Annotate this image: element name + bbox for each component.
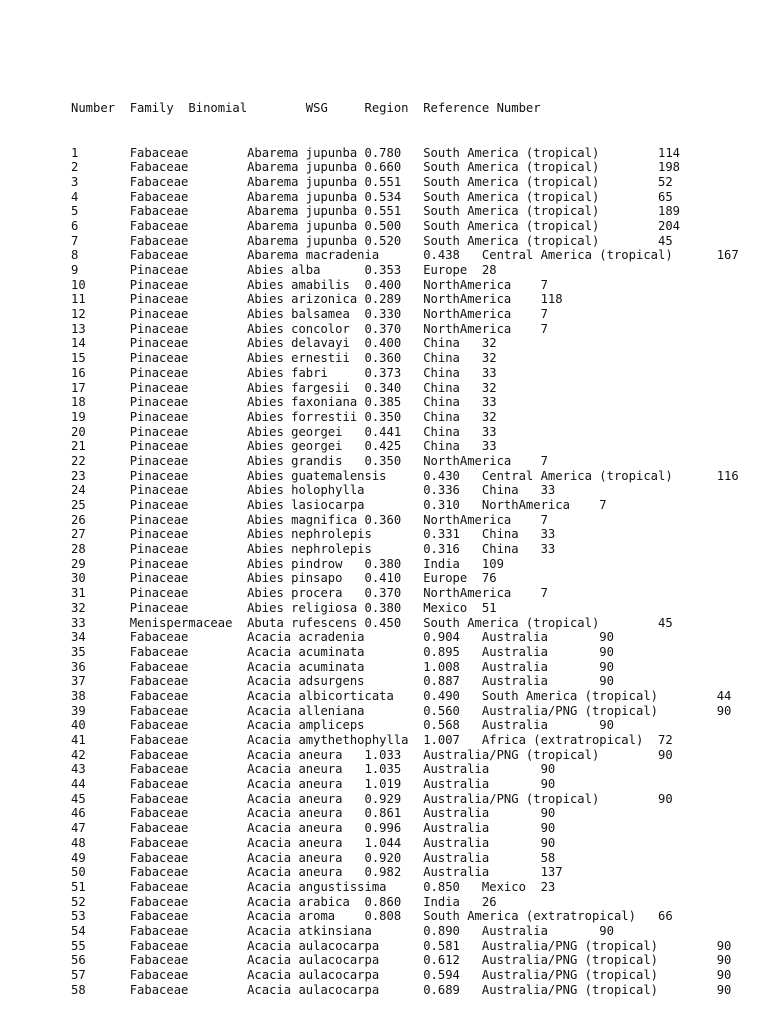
data-row: 24 Pinaceae Abies holophylla 0.336 China 33: [71, 483, 556, 498]
data-row: 11 Pinaceae Abies arizonica 0.289 NorthAmerica 118: [71, 292, 563, 307]
data-row: 38 Fabaceae Acacia albicorticata 0.490 South America (tropical) 44: [71, 688, 732, 703]
data-row: 10 Pinaceae Abies amabilis 0.400 NorthAmerica 7: [71, 277, 548, 292]
data-row: 55 Fabaceae Acacia aulacocarpa 0.581 Australia/PNG (tropical) 90: [71, 938, 732, 953]
data-row: 48 Fabaceae Acacia aneura 1.044 Australia 90: [71, 835, 556, 850]
data-row: 33 Menispermaceae Abuta rufescens 0.450 South America (tropical) 45: [71, 615, 673, 630]
data-row: 30 Pinaceae Abies pinsapo 0.410 Europe 76: [71, 571, 497, 586]
data-row: 50 Fabaceae Acacia aneura 0.982 Australia 137: [71, 865, 563, 880]
data-row: 35 Fabaceae Acacia acuminata 0.895 Australia 90: [71, 644, 614, 659]
data-row: 39 Fabaceae Acacia alleniana 0.560 Australia/PNG (tropical) 90: [71, 703, 732, 718]
data-row: 12 Pinaceae Abies balsamea 0.330 NorthAmerica 7: [71, 307, 548, 322]
data-row: 3 Fabaceae Abarema jupunba 0.551 South America (tropical) 52: [71, 174, 673, 189]
data-row: 34 Fabaceae Acacia acradenia 0.904 Australia 90: [71, 630, 614, 645]
tab-separated-text-document: [71, 72, 739, 1012]
data-row: 28 Pinaceae Abies nephrolepis 0.316 China 33: [71, 542, 556, 557]
data-row: 13 Pinaceae Abies concolor 0.370 NorthAmerica 7: [71, 321, 548, 336]
data-row: 14 Pinaceae Abies delavayi 0.400 China 32: [71, 336, 497, 351]
data-row: 15 Pinaceae Abies ernestii 0.360 China 32: [71, 351, 497, 366]
data-row: 32 Pinaceae Abies religiosa 0.380 Mexico 51: [71, 600, 497, 615]
data-row: 40 Fabaceae Acacia ampliceps 0.568 Australia 90: [71, 718, 614, 733]
data-row: 31 Pinaceae Abies procera 0.370 NorthAmerica 7: [71, 586, 548, 601]
data-row: 23 Pinaceae Abies guatemalensis 0.430 Central America (tropical) 116: [71, 468, 739, 483]
data-row: 42 Fabaceae Acacia aneura 1.033 Australia/PNG (tropical) 90: [71, 747, 673, 762]
data-row: 21 Pinaceae Abies georgei 0.425 China 33: [71, 439, 497, 454]
header-line: Number Family Binomial WSG Region Reference Number: [71, 101, 541, 116]
data-row: 9 Pinaceae Abies alba 0.353 Europe 28: [71, 263, 497, 277]
data-row: 46 Fabaceae Acacia aneura 0.861 Australia 90: [71, 806, 556, 821]
data-row: 51 Fabaceae Acacia angustissima 0.850 Mexico 23: [71, 879, 556, 894]
data-row: 37 Fabaceae Acacia adsurgens 0.887 Australia 90: [71, 674, 614, 689]
data-row: 41 Fabaceae Acacia amythethophylla 1.007 Africa (extratropical) 72: [71, 733, 673, 747]
data-row: 49 Fabaceae Acacia aneura 0.920 Australia 58: [71, 850, 556, 865]
data-row: 47 Fabaceae Acacia aneura 0.996 Australia 90: [71, 821, 556, 836]
data-row: 36 Fabaceae Acacia acuminata 1.008 Australia 90: [71, 659, 614, 674]
data-row: 20 Pinaceae Abies georgei 0.441 China 33: [71, 424, 497, 439]
data-row: 54 Fabaceae Acacia atkinsiana 0.890 Australia 90: [71, 923, 614, 938]
data-rows: [71, 146, 739, 998]
data-row: 18 Pinaceae Abies faxoniana 0.385 China 33: [71, 395, 497, 410]
data-row: 53 Fabaceae Acacia aroma 0.808 South America (extratropical) 66: [71, 909, 673, 924]
data-row: 5 Fabaceae Abarema jupunba 0.551 South America (tropical) 189: [71, 204, 681, 219]
data-row: 22 Pinaceae Abies grandis 0.350 NorthAmerica 7: [71, 453, 548, 468]
data-row: 7 Fabaceae Abarema jupunba 0.520 South America (tropical) 45: [71, 233, 673, 248]
data-row: 56 Fabaceae Acacia aulacocarpa 0.612 Australia/PNG (tropical) 90: [71, 953, 732, 968]
data-row: 44 Fabaceae Acacia aneura 1.019 Australia 90: [71, 777, 556, 792]
data-row: 43 Fabaceae Acacia aneura 1.035 Australia 90: [71, 762, 556, 777]
data-row: 1 Fabaceae Abarema jupunba 0.780 South America (tropical) 114: [71, 145, 681, 160]
data-row: 26 Pinaceae Abies magnifica 0.360 NorthAmerica 7: [71, 512, 548, 527]
data-row: 4 Fabaceae Abarema jupunba 0.534 South America (tropical) 65: [71, 189, 673, 204]
data-row: 58 Fabaceae Acacia aulacocarpa 0.689 Australia/PNG (tropical) 90: [71, 982, 732, 997]
data-row: 45 Fabaceae Acacia aneura 0.929 Australia/PNG (tropical) 90: [71, 791, 673, 806]
data-row: 57 Fabaceae Acacia aulacocarpa 0.594 Australia/PNG (tropical) 90: [71, 968, 732, 982]
data-row: 27 Pinaceae Abies nephrolepis 0.331 China 33: [71, 527, 556, 542]
data-row: 25 Pinaceae Abies lasiocarpa 0.310 NorthAmerica 7: [71, 498, 607, 512]
data-row: 6 Fabaceae Abarema jupunba 0.500 South America (tropical) 204: [71, 218, 681, 233]
data-row: 8 Fabaceae Abarema macradenia 0.438 Central America (tropical) 167: [71, 248, 739, 263]
data-row: 2 Fabaceae Abarema jupunba 0.660 South America (tropical) 198: [71, 160, 681, 175]
data-row: 17 Pinaceae Abies fargesii 0.340 China 32: [71, 380, 497, 395]
data-row: 16 Pinaceae Abies fabri 0.373 China 33: [71, 365, 497, 380]
data-row: 29 Pinaceae Abies pindrow 0.380 India 109: [71, 556, 504, 571]
data-row: 52 Fabaceae Acacia arabica 0.860 India 26: [71, 894, 497, 909]
data-row: 19 Pinaceae Abies forrestii 0.350 China 32: [71, 409, 497, 424]
